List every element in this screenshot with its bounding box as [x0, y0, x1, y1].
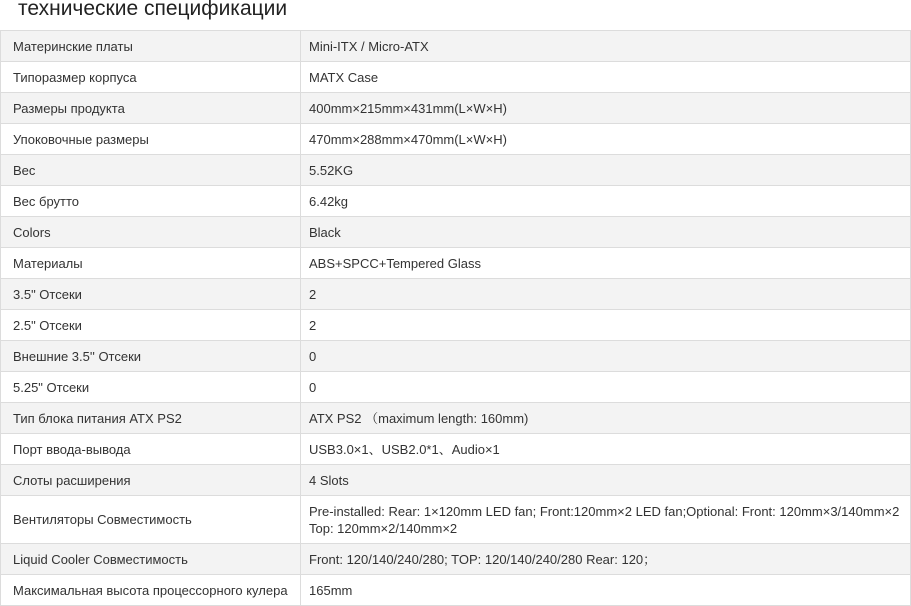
spec-value: USB3.0×1、USB2.0*1、Audio×1 [301, 434, 911, 465]
spec-value: Black [301, 217, 911, 248]
spec-name: Liquid Cooler Совместимость [1, 544, 301, 575]
spec-name: Упоковочные размеры [1, 124, 301, 155]
spec-value: 0 [301, 372, 911, 403]
spec-name: Colors [1, 217, 301, 248]
spec-name: Вентиляторы Совместимость [1, 496, 301, 544]
spec-name: 3.5" Отсеки [1, 279, 301, 310]
spec-name: 5.25" Отсеки [1, 372, 301, 403]
spec-value: 165mm [301, 575, 911, 606]
spec-value: 470mm×288mm×470mm(L×W×H) [301, 124, 911, 155]
spec-name: Внешние 3.5'' Отсеки [1, 341, 301, 372]
spec-name: Вес брутто [1, 186, 301, 217]
spec-value: ABS+SPCC+Tempered Glass [301, 248, 911, 279]
spec-value: 2 [301, 310, 911, 341]
spec-name: Вес [1, 155, 301, 186]
table-row [1, 124, 911, 155]
table-row [1, 575, 911, 606]
table-row [1, 186, 911, 217]
spec-value: ATX PS2 （maximum length: 160mm) [301, 403, 911, 434]
spec-value: Front: 120/140/240/280; TOP: 120/140/240/280 Rear: 120； [301, 544, 911, 575]
spec-name: Максимальная высота процессорного кулера [1, 575, 301, 606]
spec-name: Тип блока питания ATX PS2 [1, 403, 301, 434]
spec-value: 4 Slots [301, 465, 911, 496]
table-row [1, 93, 911, 124]
spec-value: Pre-installed: Rear: 1×120mm LED fan; Front:120mm×2 LED fan;Optional: Front: 120mm×3/140mm×2 Top: 120mm×2/140mm×2 [301, 496, 911, 544]
spec-value: 400mm×215mm×431mm(L×W×H) [301, 93, 911, 124]
table-row [1, 31, 911, 62]
spec-name: 2.5" Отсеки [1, 310, 301, 341]
table-row [1, 341, 911, 372]
spec-value: Mini-ITX / Micro-ATX [301, 31, 911, 62]
spec-value: MATX Case [301, 62, 911, 93]
spec-table [0, 30, 911, 606]
spec-value: 2 [301, 279, 911, 310]
table-row [1, 465, 911, 496]
page-title: технические спецификации [18, 0, 288, 20]
spec-name: Материнские платы [1, 31, 301, 62]
spec-value: 0 [301, 341, 911, 372]
table-row [1, 155, 911, 186]
spec-value: 6.42kg [301, 186, 911, 217]
table-row [1, 403, 911, 434]
table-row [1, 372, 911, 403]
table-row [1, 544, 911, 575]
spec-name: Материалы [1, 248, 301, 279]
table-row [1, 217, 911, 248]
spec-name: Размеры продукта [1, 93, 301, 124]
spec-value: 5.52KG [301, 155, 911, 186]
spec-name: Слоты расширения [1, 465, 301, 496]
table-row [1, 62, 911, 93]
table-row [1, 496, 911, 544]
table-row [1, 248, 911, 279]
spec-name: Типоразмер корпуса [1, 62, 301, 93]
table-row [1, 310, 911, 341]
table-row [1, 279, 911, 310]
table-row [1, 434, 911, 465]
spec-name: Порт ввода-вывода [1, 434, 301, 465]
